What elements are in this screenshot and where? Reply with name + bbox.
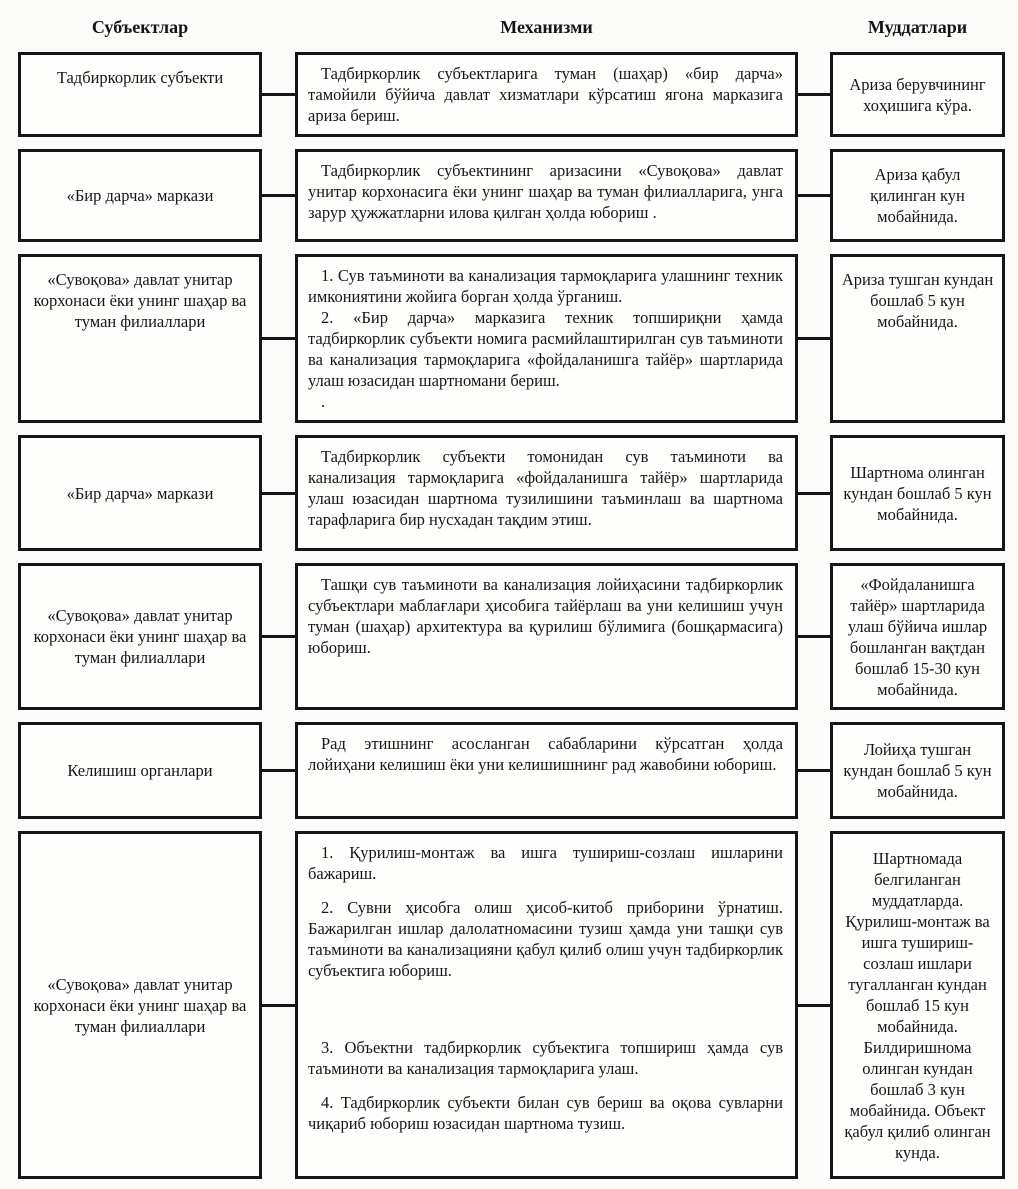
flow-row-4 (18, 435, 1005, 551)
mechanism-box (295, 52, 798, 137)
connector-line (798, 769, 830, 772)
deadline-box (830, 149, 1005, 242)
mechanism-step-2: 2. Сувни ҳисобга олиш ҳисоб-китоб приборини ўрнатиш. Бажарилган ишлар далолатномасини тузиш ҳамда уни ташқи сув таъминоти ва канализацияни қабул қилиб олиш учун тадбиркорлик субъектига юбориш. (308, 898, 783, 980)
deadline-box (830, 831, 1005, 1179)
subject-text: «Сувоқова» давлат унитар корхонаси ёки унинг шаҳар ва туман филиаллари (33, 606, 247, 667)
subject-box (18, 722, 262, 819)
subject-box (18, 563, 262, 710)
subject-box (18, 149, 262, 242)
mechanism-text: Тадбиркорлик субъекти томонидан сув таъминоти ва канализация тармоқларига «фойдаланишга тайёр» шартларида улаш юзасидан шартнома тузилишини таъминлаш ва шартнома тарафларига бир нусхадан тақдим этиш. (308, 447, 783, 529)
connector-line (262, 1004, 295, 1007)
connector-line (798, 635, 830, 638)
flow-row-1 (18, 52, 1005, 137)
subjects-column-header: Субъектлар (91, 17, 189, 37)
flow-row-6 (18, 722, 1005, 819)
mechanism-step-2: 2. «Бир дарча» марказига техник топшириқни ҳамда тадбиркорлик субъекти номига расмийлаштирилган сув таъминоти ва канализация тармоқларига «фойдаланишга тайёр» шартларида улаш юзасидан шартномани бериш. (308, 308, 783, 390)
flow-row-2 (18, 149, 1005, 242)
connector-line (262, 194, 295, 197)
subject-text: Келишиш органлари (67, 761, 213, 780)
mechanism-box (295, 563, 798, 710)
deadline-box (830, 435, 1005, 551)
mechanism-step-3: 3. Объектни тадбиркорлик субъектига топшириш ҳамда сув таъминоти ва канализация тармоқларига улаш. (308, 1038, 783, 1078)
deadline-text: Шартномада белгиланган муддатларда. Қурилиш-монтаж ва ишга тушириш-созлаш ишлари тугалланган кундан бошлаб 15 кун мобайнида. Билдиришнома олинган кундан бошлаб 3 кун мобайнида. Объект қабул қилиб олинган кунда. (844, 848, 991, 1162)
subject-box (18, 254, 262, 423)
connector-line (262, 492, 295, 495)
mechanism-box (295, 435, 798, 551)
flow-row-3 (18, 254, 1005, 423)
mechanism-step-1: 1. Сув таъминоти ва канализация тармоқларига улашнинг техник имкониятини жойига борган ҳолда ўрганиш. (308, 266, 783, 306)
subject-text: «Бир дарча» маркази (66, 186, 214, 205)
connector-line (262, 769, 295, 772)
subject-box (18, 435, 262, 551)
mechanism-box (295, 722, 798, 819)
deadline-text: Ариза тушган кундан бошлаб 5 кун мобайнида. (841, 270, 994, 331)
deadline-box (830, 722, 1005, 819)
subject-box (18, 52, 262, 137)
subject-text: «Сувоқова» давлат унитар корхонаси ёки унинг шаҳар ва туман филиаллари (33, 270, 247, 331)
deadline-box (830, 563, 1005, 710)
flow-row-5 (18, 563, 1005, 710)
mechanism-text: Тадбиркорлик субъектларига туман (шаҳар) «бир дарча» тамойили бўйича давлат хизматлари кўрсатиш ягона марказига ариза бериш. (308, 64, 783, 125)
mechanism-trailing-period: . (321, 392, 326, 411)
mechanism-step-4: 4. Тадбиркорлик субъекти билан сув бериш ва оқова сувларни чиқариб юбориш юзасидан шартнома тузиш. (308, 1093, 783, 1133)
deadlines-column-header: Муддатлари (867, 17, 968, 37)
mechanism-text: Рад этишнинг асосланган сабабларини кўрсатган ҳолда лойиҳани келишиш ёки уни келишишнинг рад жавобини юбориш. (308, 734, 783, 774)
deadline-text: Ариза қабул қилинган кун мобайнида. (870, 165, 965, 226)
deadline-text: Лойиҳа тушган кундан бошлаб 5 кун мобайнида. (843, 740, 992, 801)
connector-line (798, 194, 830, 197)
deadline-box (830, 52, 1005, 137)
connector-line (262, 93, 295, 96)
deadline-text: Шартнома олинган кундан бошлаб 5 кун мобайнида. (843, 462, 992, 524)
mechanisms-column-header: Механизми (500, 17, 593, 37)
connector-line (262, 337, 295, 340)
deadline-text: Ариза берувчининг хоҳишига кўра. (849, 74, 986, 115)
connector-line (798, 1004, 830, 1007)
deadline-box (830, 254, 1005, 423)
deadline-text: «Фойдаланишга тайёр» шартларида улаш бўйича ишлар бошланган вақтдан бошлаб 15-30 кун мобайнида. (847, 574, 988, 699)
mechanism-box (295, 831, 798, 1179)
connector-line (262, 635, 295, 638)
mechanism-box (295, 254, 798, 423)
connector-line (798, 93, 830, 96)
subject-text: Тадбиркорлик субъекти (56, 68, 224, 87)
connector-line (798, 337, 830, 340)
mechanism-text: Ташқи сув таъминоти ва канализация лойиҳасини тадбиркорлик субъектлари маблағлари ҳисобига тайёрлаш ва уни келишиш учун туман (шаҳар) архитектура ва қурилиш бўлимига (бошқармасига) юбориш. (308, 575, 783, 657)
connector-line (798, 492, 830, 495)
column-headers (18, 14, 1005, 40)
mechanism-step-1: 1. Қурилиш-монтаж ва ишга тушириш-созлаш ишларини бажариш. (308, 843, 783, 883)
subject-text: «Бир дарча» маркази (66, 483, 214, 503)
subject-text: «Сувоқова» давлат унитар корхонаси ёки унинг шаҳар ва туман филиаллари (33, 974, 247, 1036)
mechanism-text: Тадбиркорлик субъектининг аризасини «Сувоқова» давлат унитар корхонасига ёки унинг шаҳар ва туман филиалларига, унга зарур ҳужжатларни илова қилган ҳолда юбориш . (308, 161, 783, 222)
flow-row-7 (18, 831, 1005, 1179)
subject-box (18, 831, 262, 1179)
mechanism-box (295, 149, 798, 242)
